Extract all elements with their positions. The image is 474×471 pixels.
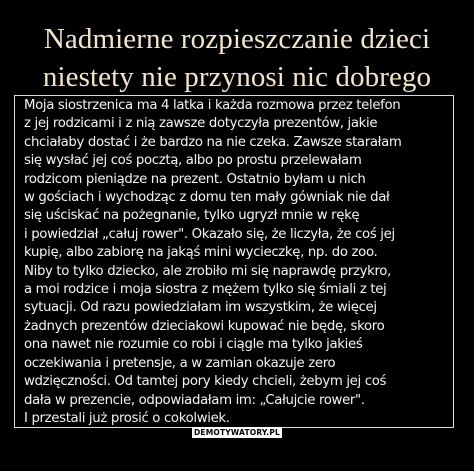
story-line: ona nawet nie rozumie co robi i ciągle ma tylko jakieś [24,337,363,353]
story-line: w gościach i wychodząc z domu ten mały gówniak nie dał [24,190,390,206]
title-line: niestety nie przynosi nic dobrego [42,61,432,93]
story-line: się wysłać jej coś pocztą, albo po prostu przelewałam [24,153,362,169]
story-text [24,97,454,428]
story-line: żadnych prezentów dzieciakowi kupować nie będę, skoro [24,318,385,334]
story-line: kupię, albo zabiorę na jakąś mini wycieczkę, np. do zoo. [24,245,378,261]
story-line: Niby to tylko dziecko, ale zrobiło mi się naprawdę przykro, [24,263,391,279]
story-line: a moi rodzice i moja siostra z mężem tylko się śmiali z tej [24,282,387,298]
story-line: oczekiwania i pretensje, a w zamian okazuje zero [24,355,336,371]
story-line: I przestali już prosić o cokolwiek. [24,410,230,426]
story-line: wdzięczności. Od tamtej pory kiedy chcieli, żebym jej coś [24,374,387,390]
title-line: Nadmierne rozpieszczanie dzieci [43,23,431,55]
story-line: sytuacji. Od razu powiedziałam im wszystkim, że więcej [24,300,377,316]
story-line: i powiedział „całuj rower". Okazało się, że liczyła, że coś jej [24,226,395,242]
site-watermark: DEMOTYWATORY.PL [193,428,281,437]
story-line: dała w prezencie, odpowiadałam im: „Całujcie rower". [24,392,365,408]
story-line: chciałaby dostać i że bardzo na nie czeka. Zawsze starałam [24,134,402,150]
story-line: z jej rodzicami i z nią zawsze dotyczyła prezentów, jakie [24,116,378,132]
poster-title [0,20,474,96]
story-line: Moja siostrzenica ma 4 latka i każda rozmowa przez telefon [24,98,401,113]
story-line: rodzicom pieniądze na prezent. Ostatnio byłam u nich [24,171,366,187]
story-line: się uściskać na pożegnanie, tylko ugryzł mnie w rękę [24,208,360,224]
